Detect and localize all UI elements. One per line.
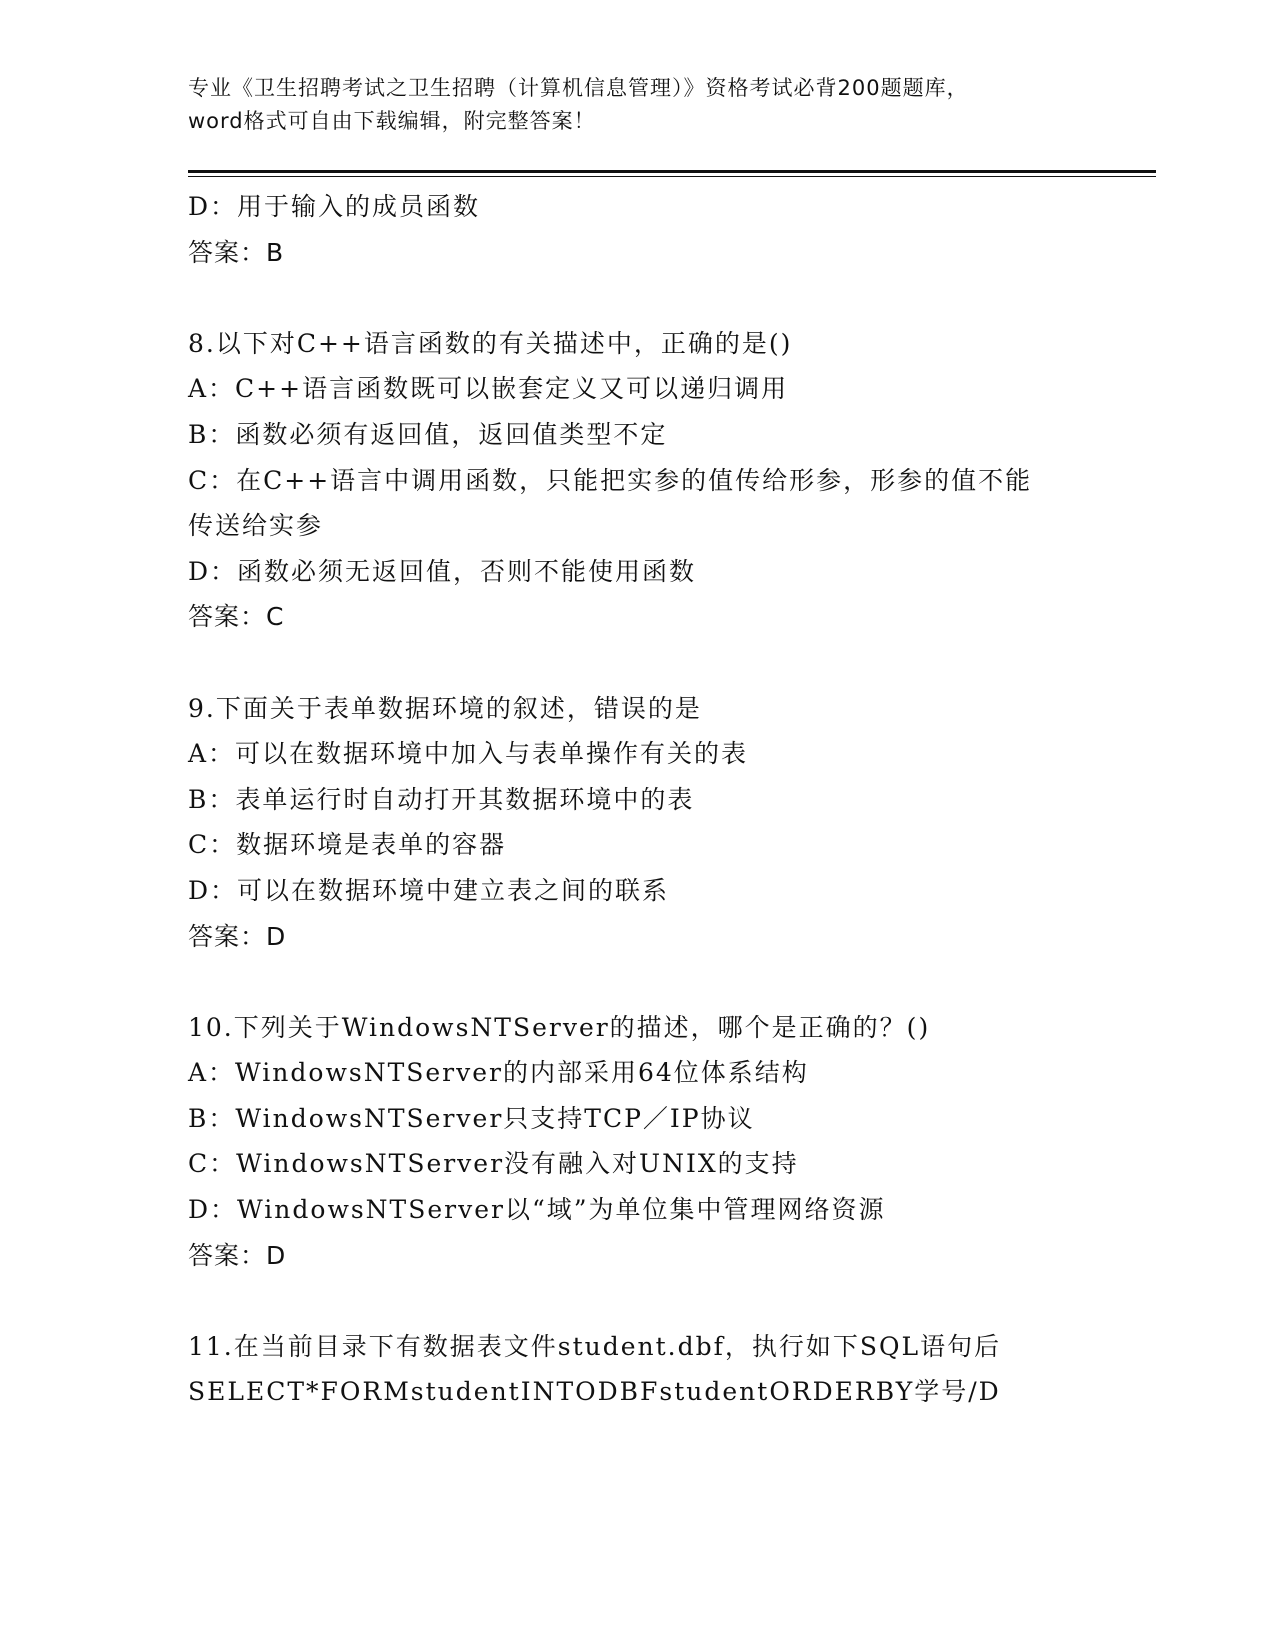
option-line: B：WindowsNTServer只支持TCP／IP协议 — [188, 1103, 755, 1133]
answer-line: 答案：C — [188, 602, 285, 632]
question-stem: 8.以下对C++语言函数的有关描述中，正确的是() — [188, 328, 793, 358]
header-divider-thin — [188, 176, 1156, 177]
question-block — [188, 1324, 1156, 1415]
question-stem: 10.下列关于WindowsNTServer的描述，哪个是正确的？() — [188, 1012, 931, 1042]
document-header-line-1: 专业《卫生招聘考试之卫生招聘（计算机信息管理）》资格考试必背200题题库， — [188, 76, 969, 100]
question-block — [188, 686, 1156, 960]
question-block — [188, 321, 1156, 640]
question-stem-continued: SELECT*FORMstudentINTODBFstudentORDERBY学号/D — [188, 1377, 1001, 1407]
option-line: A：C++语言函数既可以嵌套定义又可以递归调用 — [188, 374, 789, 404]
answer-line: 答案：D — [188, 921, 287, 951]
option-line-continued: 传送给实参 — [188, 511, 324, 541]
question-block — [188, 184, 1156, 275]
option-line: A：可以在数据环境中加入与表单操作有关的表 — [188, 739, 749, 769]
document-header-line-2: word格式可自由下载编辑，附完整答案！ — [188, 109, 596, 133]
option-line: C：在C++语言中调用函数，只能把实参的值传给形参，形参的值不能 — [188, 465, 1033, 495]
option-line: B：表单运行时自动打开其数据环境中的表 — [188, 784, 695, 814]
document-page — [188, 72, 1156, 1415]
question-stem: 11.在当前目录下有数据表文件student.dbf，执行如下SQL语句后 — [188, 1331, 1002, 1361]
option-line: C：WindowsNTServer没有融入对UNIX的支持 — [188, 1149, 799, 1179]
answer-line: 答案：B — [188, 237, 285, 267]
option-line: A：WindowsNTServer的内部采用64位体系结构 — [188, 1058, 809, 1088]
question-stem: 9.下面关于表单数据环境的叙述，错误的是 — [188, 693, 702, 723]
option-line: D：函数必须无返回值，否则不能使用函数 — [188, 556, 697, 586]
option-line: C：数据环境是表单的容器 — [188, 830, 507, 860]
option-line: D：WindowsNTServer以“域”为单位集中管理网络资源 — [188, 1195, 886, 1225]
option-line: B：函数必须有返回值，返回值类型不定 — [188, 419, 668, 449]
option-line: D：用于输入的成员函数 — [188, 192, 481, 221]
question-list — [188, 184, 1156, 1415]
answer-line: 答案：D — [188, 1240, 287, 1270]
question-block — [188, 1005, 1156, 1279]
option-line: D：可以在数据环境中建立表之间的联系 — [188, 875, 670, 905]
header-divider-thick — [188, 170, 1156, 173]
